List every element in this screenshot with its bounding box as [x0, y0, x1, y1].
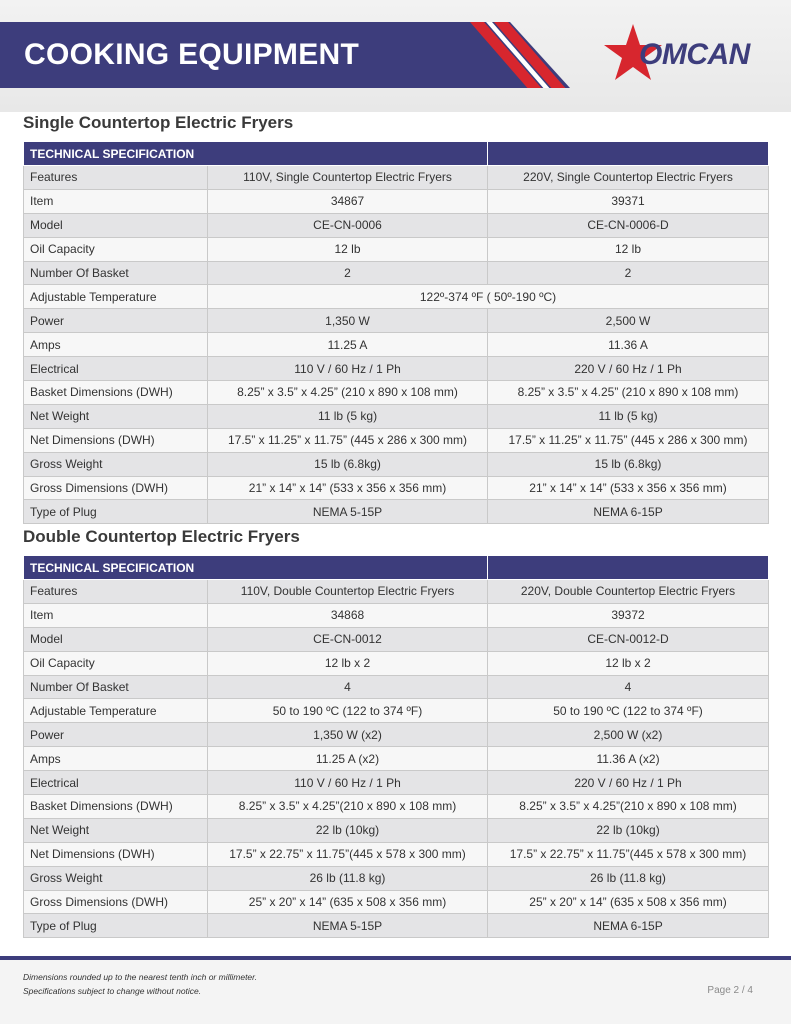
row-label: Oil Capacity	[24, 651, 208, 675]
cell-110v: NEMA 5-15P	[208, 500, 488, 524]
row-label: Item	[24, 189, 208, 213]
cell-merged: 122º-374 ºF ( 50º-190 ºC)	[208, 285, 769, 309]
cell-220v: 2,500 W	[488, 309, 769, 333]
table-row	[24, 189, 769, 213]
table-row	[24, 603, 769, 627]
table-row	[24, 166, 769, 190]
cell-110v: 26 lb (11.8 kg)	[208, 866, 488, 890]
cell-220v: 8.25” x 3.5” x 4.25” (210 x 890 x 108 mm)	[488, 381, 769, 405]
cell-220v: 25” x 20” x 14” (635 x 508 x 356 mm)	[488, 890, 769, 914]
row-label: Net Weight	[24, 818, 208, 842]
cell-110v: 110 V / 60 Hz / 1 Ph	[208, 357, 488, 381]
cell-110v: 12 lb x 2	[208, 651, 488, 675]
cell-110v: 17.5” x 11.25” x 11.75” (445 x 286 x 300 mm)	[208, 428, 488, 452]
cell-220v: 220V, Double Countertop Electric Fryers	[488, 580, 769, 604]
cell-220v: NEMA 6-15P	[488, 914, 769, 938]
cell-220v: 39371	[488, 189, 769, 213]
table-row	[24, 651, 769, 675]
cell-220v: 220 V / 60 Hz / 1 Ph	[488, 357, 769, 381]
cell-110v: 4	[208, 675, 488, 699]
table-row	[24, 914, 769, 938]
footer-note-rounding: Dimensions rounded up to the nearest tenth inch or millimeter.	[23, 972, 258, 982]
table-row	[24, 699, 769, 723]
cell-110v: 1,350 W (x2)	[208, 723, 488, 747]
table-header: TECHNICAL SPECIFICATION	[24, 142, 488, 166]
row-label: Basket Dimensions (DWH)	[24, 381, 208, 405]
row-label: Net Dimensions (DWH)	[24, 428, 208, 452]
table-row	[24, 285, 769, 309]
footer-note-specs: Specifications subject to change without notice.	[23, 986, 202, 996]
row-label: Number Of Basket	[24, 261, 208, 285]
table-row	[24, 309, 769, 333]
table-row	[24, 747, 769, 771]
table-row	[24, 842, 769, 866]
table-row	[24, 795, 769, 819]
cell-110v: 34867	[208, 189, 488, 213]
cell-110v: 2	[208, 261, 488, 285]
row-label: Oil Capacity	[24, 237, 208, 261]
table-row	[24, 213, 769, 237]
cell-110v: 8.25” x 3.5” x 4.25”(210 x 890 x 108 mm)	[208, 795, 488, 819]
table-header-row	[24, 142, 769, 166]
cell-220v: 2	[488, 261, 769, 285]
cell-110v: 11.25 A (x2)	[208, 747, 488, 771]
table-header: TECHNICAL SPECIFICATION	[24, 556, 488, 580]
cell-110v: 22 lb (10kg)	[208, 818, 488, 842]
row-label: Electrical	[24, 357, 208, 381]
row-label: Gross Weight	[24, 866, 208, 890]
table-row	[24, 890, 769, 914]
table-row	[24, 333, 769, 357]
row-label: Electrical	[24, 771, 208, 795]
row-label: Basket Dimensions (DWH)	[24, 795, 208, 819]
cell-110v: 11.25 A	[208, 333, 488, 357]
row-label: Gross Dimensions (DWH)	[24, 476, 208, 500]
cell-220v: 12 lb x 2	[488, 651, 769, 675]
cell-220v: 2,500 W (x2)	[488, 723, 769, 747]
spec-table-single	[23, 141, 769, 524]
row-label: Adjustable Temperature	[24, 285, 208, 309]
logo-text: OMCAN	[639, 38, 750, 71]
cell-220v: 220V, Single Countertop Electric Fryers	[488, 166, 769, 190]
omcan-logo	[603, 22, 773, 84]
page-title: COOKING EQUIPMENT	[24, 38, 360, 71]
table-row	[24, 428, 769, 452]
cell-220v: CE-CN-0012-D	[488, 627, 769, 651]
cell-220v: 4	[488, 675, 769, 699]
cell-110v: NEMA 5-15P	[208, 914, 488, 938]
table-row	[24, 476, 769, 500]
table-row	[24, 261, 769, 285]
row-label: Amps	[24, 747, 208, 771]
cell-220v: 26 lb (11.8 kg)	[488, 866, 769, 890]
table-header-empty	[488, 142, 769, 166]
cell-110v: CE-CN-0012	[208, 627, 488, 651]
page-number: Page 2 / 4	[707, 985, 753, 996]
spec-table-double	[23, 555, 769, 938]
cell-220v: 220 V / 60 Hz / 1 Ph	[488, 771, 769, 795]
table-header-row	[24, 556, 769, 580]
row-label: Item	[24, 603, 208, 627]
cell-110v: 110V, Single Countertop Electric Fryers	[208, 166, 488, 190]
row-label: Power	[24, 723, 208, 747]
table-row	[24, 357, 769, 381]
row-label: Type of Plug	[24, 914, 208, 938]
row-label: Model	[24, 627, 208, 651]
cell-110v: CE-CN-0006	[208, 213, 488, 237]
table-header-empty	[488, 556, 769, 580]
table-row	[24, 580, 769, 604]
row-label: Amps	[24, 333, 208, 357]
row-label: Type of Plug	[24, 500, 208, 524]
cell-220v: 17.5” x 11.25” x 11.75” (445 x 286 x 300 mm)	[488, 428, 769, 452]
cell-220v: 50 to 190 ºC (122 to 374 ºF)	[488, 699, 769, 723]
cell-110v: 34868	[208, 603, 488, 627]
row-label: Features	[24, 580, 208, 604]
cell-110v: 1,350 W	[208, 309, 488, 333]
cell-110v: 11 lb (5 kg)	[208, 404, 488, 428]
cell-110v: 110V, Double Countertop Electric Fryers	[208, 580, 488, 604]
cell-110v: 25” x 20” x 14” (635 x 508 x 356 mm)	[208, 890, 488, 914]
cell-220v: 12 lb	[488, 237, 769, 261]
row-label: Net Dimensions (DWH)	[24, 842, 208, 866]
table-row	[24, 381, 769, 405]
cell-220v: 8.25” x 3.5” x 4.25”(210 x 890 x 108 mm)	[488, 795, 769, 819]
row-label: Gross Weight	[24, 452, 208, 476]
cell-220v: 11.36 A (x2)	[488, 747, 769, 771]
table-row	[24, 771, 769, 795]
section-title-single: Single Countertop Electric Fryers	[23, 113, 294, 132]
cell-220v: 39372	[488, 603, 769, 627]
cell-220v: 22 lb (10kg)	[488, 818, 769, 842]
cell-110v: 50 to 190 ºC (122 to 374 ºF)	[208, 699, 488, 723]
row-label: Net Weight	[24, 404, 208, 428]
cell-110v: 17.5” x 22.75” x 11.75”(445 x 578 x 300 mm)	[208, 842, 488, 866]
cell-110v: 12 lb	[208, 237, 488, 261]
cell-220v: CE-CN-0006-D	[488, 213, 769, 237]
cell-220v: 11 lb (5 kg)	[488, 404, 769, 428]
row-label: Gross Dimensions (DWH)	[24, 890, 208, 914]
cell-220v: NEMA 6-15P	[488, 500, 769, 524]
table-row	[24, 237, 769, 261]
table-row	[24, 500, 769, 524]
table-row	[24, 675, 769, 699]
table-row	[24, 452, 769, 476]
cell-110v: 15 lb (6.8kg)	[208, 452, 488, 476]
table-row	[24, 866, 769, 890]
cell-220v: 11.36 A	[488, 333, 769, 357]
row-label: Number Of Basket	[24, 675, 208, 699]
cell-110v: 110 V / 60 Hz / 1 Ph	[208, 771, 488, 795]
row-label: Model	[24, 213, 208, 237]
table-row	[24, 404, 769, 428]
cell-110v: 8.25” x 3.5” x 4.25” (210 x 890 x 108 mm)	[208, 381, 488, 405]
cell-110v: 21” x 14” x 14” (533 x 356 x 356 mm)	[208, 476, 488, 500]
section-title-double: Double Countertop Electric Fryers	[23, 527, 300, 546]
table-row	[24, 818, 769, 842]
row-label: Features	[24, 166, 208, 190]
table-row	[24, 627, 769, 651]
cell-220v: 15 lb (6.8kg)	[488, 452, 769, 476]
table-row	[24, 723, 769, 747]
cell-220v: 17.5” x 22.75” x 11.75”(445 x 578 x 300 mm)	[488, 842, 769, 866]
cell-220v: 21” x 14” x 14” (533 x 356 x 356 mm)	[488, 476, 769, 500]
row-label: Power	[24, 309, 208, 333]
row-label: Adjustable Temperature	[24, 699, 208, 723]
